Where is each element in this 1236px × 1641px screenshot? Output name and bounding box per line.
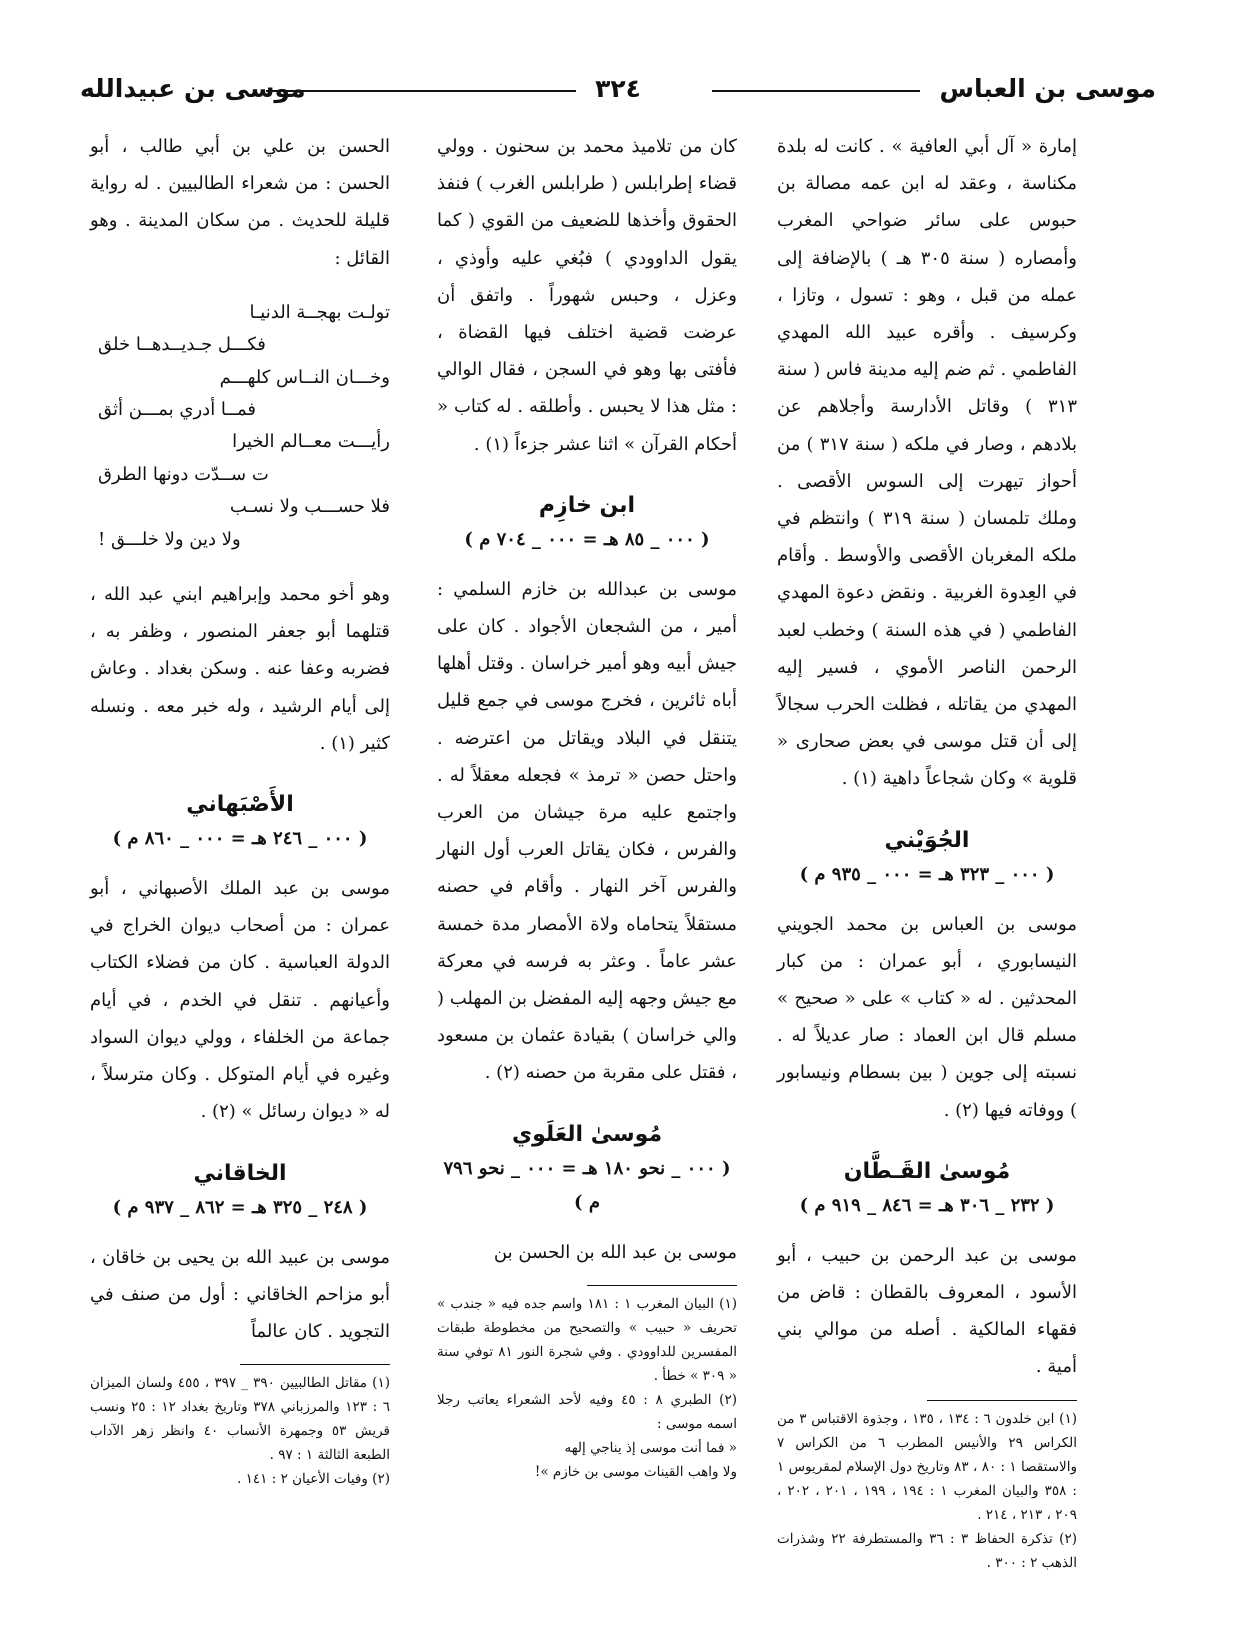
entry-text: موسى بن عبيد الله بن يحيى بن خاقان ، أبو مزاحم الخاقاني : أول من صنف في التجويد . كان عالماً — [90, 1246, 390, 1342]
verse-line: وخـــان النــاس كلهـــم — [219, 366, 390, 388]
entry-title: مُوسىٰ العَلَوي — [511, 1121, 663, 1147]
footnote: (١) ابن خلدون ٦ : ١٣٤ ، ١٣٥ ، وجذوة الاقتباس ٣ من الكراس ٢٩ والأنيس المطرب ٦ من الكراس ٧ والاستقصا ١ : ٨٠ ، ٨٣ وتاريخ دول الإسلام لمقريوس ١ : ٣٥٨ والبيان المغرب ١ : ١٩٤ ، ١٩٩ ، ٢٠١ ، ٢٠٢ ، ٢٠٩ ، ٢١٣ ، ٢١٤ . — [777, 1410, 1077, 1523]
entry-text: وهو أخو محمد وإبراهيم ابني عبد الله ، قتلهما أبو جعفر المنصور ، وظفر به ، فضربه وعفا عنه . وسكن بغداد . وعاش إلى أيام الرشيد ، وله خبر معه . ونسله كثير (١) . — [90, 584, 390, 754]
verse-line: تولـت بهجــة الدنيـا — [249, 301, 390, 323]
entry-text: موسى بن عبد الملك الأصبهاني ، أبو عمران : من أصحاب ديوان الخراج في الدولة العباسية . كان من فضلاء الكتاب وأعيانهم . تنقل في الخدم ، في أيام جماعة من الخلفاء ، وولي ديوان السواد وغيره في أيام المتوكل . وكان مترسلاً ، له « ديوان رسائل » (٢) . — [90, 878, 390, 1123]
poem — [90, 297, 390, 556]
footnote: (٢) الطبري ٨ : ٤٥ وفيه لأحد الشعراء يعاتب رجلا اسمه موسى : — [437, 1391, 737, 1432]
column-middle — [437, 128, 737, 1608]
footnote-verse: ولا واهب القينات موسى بن خازم »! — [534, 1463, 737, 1480]
entry-title: ابن خازِم — [538, 492, 636, 518]
footnote-rule — [587, 1285, 737, 1286]
header-rule-right — [712, 90, 920, 92]
entry-text: إمارة « آل أبي العافية » . كانت له بلدة مكناسة ، وعقد له ابن عمه مصالة بن حبوس على سائر ضواحي المغرب وأمصاره ( سنة ٣٠٥ هـ ) بالإضافة إلى عمله من قبل ، وهو : تسول ، وتازا ، وكرسيف . وأقره عبيد الله المهدي الفاطمي . ثم ضم إليه مدينة فاس ( سنة ٣١٣ ) وقاتل الأدارسة وأجلاهم عن بلادهم ، وصار في ملكه ( سنة ٣١٧ ) من أحواز تيهرت إلى السوس الأقصى . وملك تلمسان ( سنة ٣١٩ ) وانتظم في ملكه المغربان الأقصى والأوسط . وأقام في العِدوة الغربية . ونقض دعوة المهدي الفاطمي ( في هذه السنة ) وخطب لعبد الرحمن الناصر الأموي ، فسير إليه المهدي من يقاتله ، فظلت الحرب سجالاً إلى أن قتل موسى في بعض صحارى « قلوية » وكان شجاعاً داهية (١) . — [777, 136, 1077, 790]
footnote: (١) البيان المغرب ١ : ١٨١ واسم جده فيه « جندب » تحريف « حبيب » والتصحيح من مخطوطة طبقات المفسرين للداوودي . وفي شجرة النور ٨١ توفي سنة « ٣٠٩ » خطأ . — [437, 1295, 737, 1384]
verse-line: ولا دين ولا خلـــق ! — [98, 528, 241, 550]
header-right-title: موسى بن العباس — [939, 74, 1156, 103]
running-header — [80, 66, 1156, 110]
footnote: (١) مقاتل الطالبيين ٣٩٠ _ ٣٩٧ ، ٤٥٥ ولسان الميزان ٦ : ١٢٣ والمرزباني ٣٧٨ وتاريخ بغداد ١٢ : ٢٥ ونسب قريش ٥٣ وجمهرة الأنساب ٤٠ وانظر زهر الآداب الطبعة الثالثة ١ : ٩٧ . — [90, 1375, 390, 1464]
entry-dates: ( ٠٠٠ _ ٣٢٣ هـ = ٠٠٠ _ ٩٣٥ م ) — [799, 863, 1055, 885]
entry-dates: ( ٠٠٠ _ ٨٥ هـ = ٠٠٠ _ ٧٠٤ م ) — [464, 528, 710, 550]
entry-title: مُوسىٰ القَـطَّان — [843, 1158, 1011, 1184]
footnote: (٢) وفيات الأعيان ٢ : ١٤١ . — [237, 1471, 390, 1488]
entry-title: الأَصْبَهاني — [186, 792, 294, 818]
entry-title: الجُوَيْني — [884, 827, 970, 853]
entry-text: موسى بن عبد الرحمن بن حبيب ، أبو الأسود ، المعروف بالقطان : قاض من فقهاء المالكية . أصله من موالي بني أمية . — [777, 1244, 1077, 1378]
entry-text: الحسن بن علي بن أبي طالب ، أبو الحسن : من شعراء الطالبيين . له رواية قليلة للحديث . من سكان المدينة . وهو القائل : — [90, 136, 390, 269]
entry-text: كان من تلاميذ محمد بن سحنون . وولي قضاء إطرابلس ( طرابلس الغرب ) فنفذ الحقوق وأخذها للضعيف من القوي ( كما يقول الداوودي ) فبُغي عليه وأوذي ، وعزل ، وحبس شهوراً . واتفق أن عرضت قضية اختلف فيها القضاة ، فأفتى بها وهو في السجن ، فقال الوالي : مثل هذا لا يحبس . وأطلقه . له كتاب « أحكام القرآن » اثنا عشر جزءاً (١) . — [437, 136, 737, 455]
column-left — [90, 128, 390, 1608]
entry-title: الخاقاني — [193, 1160, 287, 1186]
verse-line: فكـــل جـديــدهــا خلق — [98, 334, 266, 356]
column-right — [777, 128, 1077, 1608]
verse-line: رأيـــت معــالم الخيرا — [232, 431, 390, 453]
entry-text: موسى بن عبدالله بن خازم السلمي : أمير ، من الشجعان الأجواد . كان على جيش أبيه وهو أمير خراسان . وقتل أهلها أباه ثائرين ، فخرج موسى في جمع قليل يتنقل في البلاد ويقاتل من اعترضه . واحتل حصن « ترمذ » فجعله معقلاً له . واجتمع عليه مرة جيشان من العرب والفرس ، فكان يقاتل العرب أول النهار والفرس آخر النهار . وأقام في حصنه مستقلاً يتحاماه ولاة الأمصار مدة خمسة عشر عاماً . وعثر به فرسه في معركة مع جيش وجهه إليه المفضل بن المهلب ( والي خراسان ) بقيادة عثمان بن مسعود ، فقتل على مقربة من حصنه (٢) . — [437, 578, 737, 1084]
footnote-rule — [927, 1400, 1077, 1401]
footnote-verse: « فما أنت موسى إذ يناجي إلهه — [564, 1439, 737, 1456]
header-left-title: موسى بن عبيدالله — [80, 74, 306, 103]
footnote-rule — [240, 1364, 390, 1365]
entry-dates: ( ٠٠٠ _ نحو ١٨٠ هـ = ٠٠٠ _ نحو ٧٩٦ م ) — [443, 1157, 731, 1213]
entry-text: موسى بن عبد الله بن الحسن بن — [493, 1241, 737, 1263]
entry-dates: ( ٢٤٨ _ ٣٢٥ هـ = ٨٦٢ _ ٩٣٧ م ) — [112, 1196, 368, 1218]
header-rule-left — [266, 90, 576, 92]
verse-line: فمــا أدري بمـــن أثق — [98, 399, 256, 421]
page-number: ٣٢٤ — [595, 74, 641, 103]
entry-dates: ( ٢٣٢ _ ٣٠٦ هـ = ٨٤٦ _ ٩١٩ م ) — [799, 1194, 1055, 1216]
verse-line: ت ســدّت دونها الطرق — [98, 463, 269, 485]
verse-line: فلا حســـب ولا نسـب — [229, 496, 390, 518]
entry-text: موسى بن العباس بن محمد الجويني النيسابوري ، أبو عمران : من كبار المحدثين . له « كتاب » على « صحيح » مسلم قال ابن العماد : صار عديلاً له . نسبته إلى جوين ( بين بسطام ونيسابور ) ووفاته فيها (٢) . — [777, 913, 1077, 1121]
entry-dates: ( ٠٠٠ _ ٢٤٦ هـ = ٠٠٠ _ ٨٦٠ م ) — [112, 828, 368, 850]
footnote: (٢) تذكرة الحفاظ ٣ : ٣٦ والمستطرفة ٢٢ وشذرات الذهب ٢ : ٣٠٠ . — [777, 1530, 1077, 1571]
